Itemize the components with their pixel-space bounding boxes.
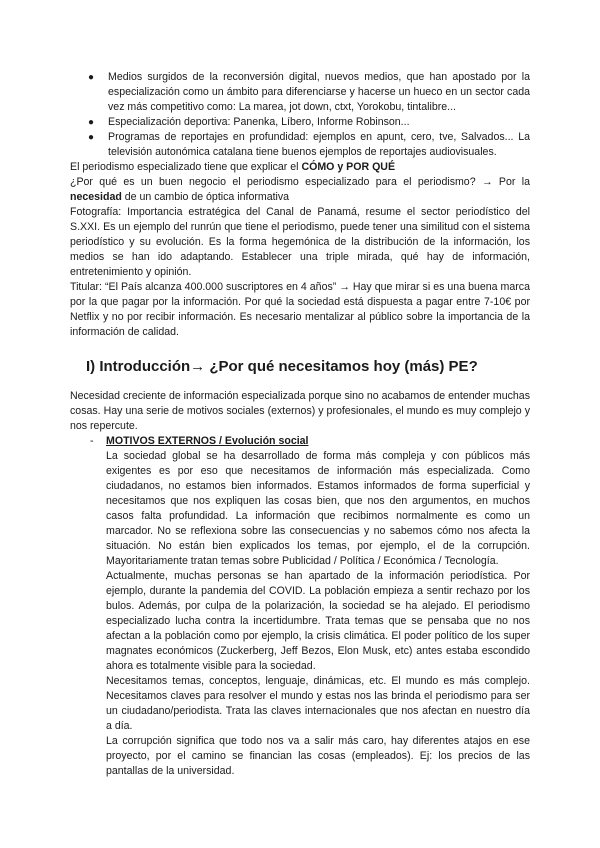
paragraph-como [70,160,530,175]
dash-bullet: - [90,435,94,447]
bullet-icon: ● [88,72,95,83]
bullet-text: Especialización deportiva: Panenka, Líbero, Informe Robinson... [108,116,410,128]
paragraph-titular: Titular: “El País alcanza 400.000 suscriptores en 4 años” → Hay que mirar si es una buena marca por la que pagar por la información. Por qué la sociedad está dispuesta a pagar entre 7-10€ por Netflix y no por recibir información. Es necesario mentalizar al público sobre la importancia de la información de calidad. [70,281,530,338]
bullet-list [70,70,530,160]
bold-text: necesidad [70,191,122,203]
paragraph-intro: Necesidad creciente de información especializada porque sino no acabamos de entender muchas cosas. Hay una serie de motivos sociales (externos) y profesionales, el mundo es muy complejo y nos repercute. [70,390,530,432]
list-item [70,115,530,130]
section-heading: I) Introducción→ ¿Por qué necesitamos hoy (más) PE? [86,358,478,375]
bullet-icon: ● [88,132,95,143]
paragraph-text: de un cambio de óptica informativa [121,191,290,203]
bullet-text: Programas de reportajes en profundidad: ejemplos en apunt, cero, tve, Salvados... La televisión autonómica catalana tiene buenos ejemplos de reportajes audiovisuales. [108,131,530,158]
motivos-externos-section [70,434,530,779]
bold-text: CÓMO y POR QUÉ [301,161,396,173]
paragraph-fotografia: Fotografía: Importancia estratégica del Canal de Panamá, resume el sector periodístico del S.XXI. Es un ejemplo del runrún que tiene el periodismo, puede tener una similitud con el sistema periodístico y su evolución. Es la forma hegemónica de la distribución de la información, los medios se han ido adaptando. Establecer una triple mirada, qué hay de información, entretenimiento y opinión. [70,206,530,278]
subsection-paragraph: La corrupción significa que todo nos va a salir más caro, hay diferentes atajos en ese proyecto, por el camino se financian las cosas (empleados). Ej: los precios de las pantallas de la universidad. [106,735,530,777]
paragraph-text: El periodismo especializado tiene que explicar el [70,161,302,173]
document-body [70,70,530,779]
list-item [70,70,530,115]
subsection-paragraph: La sociedad global se ha desarrollado de forma más compleja y con públicos más exigentes es por eso que necesitamos de información más especializada. Como ciudadanos, no estamos bien informados. Estamos informados de forma superficial y necesitamos que nos expliquen las cosas bien, que nos den argumentos, en muchos casos falta profundidad. La información que recibimos normalmente es como un marcador. No se reflexiona sobre las consecuencias y no sabemos cómo nos afecta la situación. No están bien explicados los temas, por ejemplo, el de la corrupción. Mayoritariamente tratan temas sobre Publicidad / Política / Económica / Tecnología. [106,450,530,567]
subsection-paragraph: Necesitamos temas, conceptos, lenguaje, dinámicas, etc. El mundo es más complejo. Necesitamos claves para resolver el mundo y estas nos las brinda el periodismo para ser un ciudadano/periodista. Trata las claves internacionales que nos afectan en nuestro día a día. [106,675,530,732]
bullet-icon: ● [88,117,95,128]
list-item [70,130,530,160]
subsection-title: MOTIVOS EXTERNOS / Evolución social [106,435,309,447]
paragraph-negocio [70,175,530,205]
paragraph-text: ¿Por qué es un buen negocio el periodismo especializado para el periodismo? → Por la [70,176,530,188]
subsection-paragraph: Actualmente, muchas personas se han apartado de la información periodística. Por ejemplo, durante la pandemia del COVID. La población empieza a sentir rechazo por los bulos. Además, por culpa de la polarización, la sociedad se ha alejado. El periodismo especializado lucha contra la incertidumbre. Trata temas que se pensaba que no nos afectan a la población como por ejemplo, la crisis climática. El poder político de los super magnates económicos (Zuckerberg, Jeff Bezos, Elon Musk, etc) antes estaba escondido ahora es totalmente visible para la sociedad. [106,570,530,672]
bullet-text: Medios surgidos de la reconversión digital, nuevos medios, que han apostado por la especialización como un ámbito para diferenciarse y hacerse un hueco en un sector cada vez más competitivo como: La marea, jot down, ctxt, Yorokobu, tintalibre... [108,71,530,113]
